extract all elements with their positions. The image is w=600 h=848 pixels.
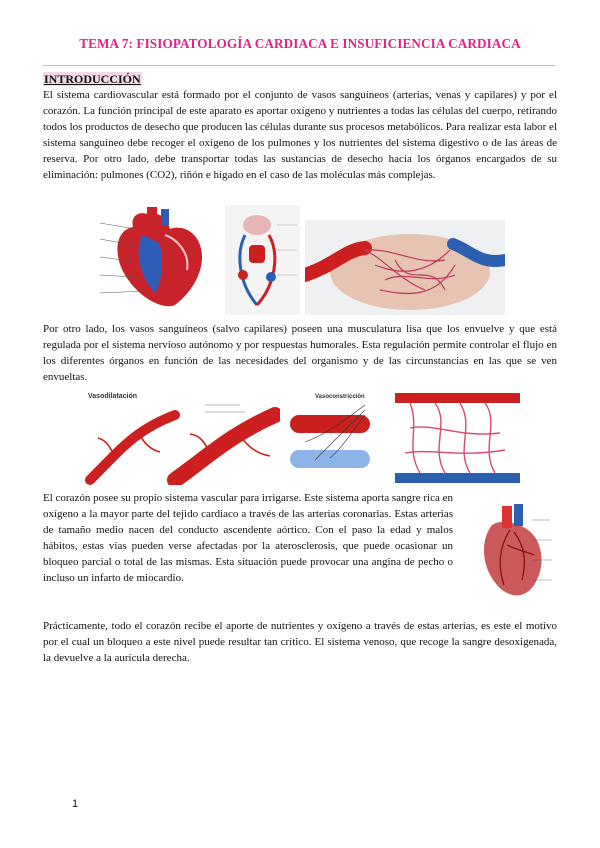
title-divider	[43, 65, 555, 66]
vasodilation-figure	[80, 390, 280, 485]
page-title: TEMA 7: FISIOPATOLOGÍA CARDIACA E INSUFICIENCIA CARDIACA	[79, 36, 521, 51]
page-number: 1	[72, 798, 79, 810]
paragraph-vessels: Por otro lado, los vasos sanguíneos (salvo capilares) poseen una musculatura lisa que los envuelve y que está regulada por el sistema nervioso autónomo y por respuestas humorales. Esta regulación permite controlar el flujo en los diferentes órganos en función de las necesidades del organismo y de las circunstancias en las que se ven envueltas.	[43, 323, 557, 383]
vascular-network-figure	[390, 388, 525, 488]
paragraph-intro: El sistema cardiovascular está formado por el conjunto de vasos sanguíneos (arterias, venas y capilares) y por el corazón. La función principal de este aparato es aportar oxígeno y nutrientes a todas las células del cuerpo, retirando todos los productos de desecho que producen las células durante sus procesos metabólicos. Para realizar esta labor el sistema sanguíneo debe recoger el oxígeno de los pulmones y los nutrientes del sistema digestivo o de las áreas de reserva. Por otro lado, debe transportar todas las sustancias de desecho hacia los órganos encargados de su eliminación: pulmones (CO2), riñón e hígado en el caso de las moléculas más complejas.	[43, 89, 557, 181]
paragraph-venous: Prácticamente, todo el corazón recibe el aporte de nutrientes y oxígeno a través de estas arterias, es este el motivo por el cual un bloqueo a este nivel puede resultar tan crítico. El sistema venoso, que recoge la sangre desoxigenada, la devuelve a la aurícula derecha.	[43, 620, 557, 664]
vasoconstriction-title: Vasoconstricción	[315, 394, 365, 400]
nervous-regulation-figure	[285, 390, 380, 485]
capillary-bed-figure	[305, 220, 505, 315]
circulation-diagram-figure	[225, 205, 300, 315]
vasodilation-title: Vasodilatación	[88, 393, 138, 400]
paragraph-coronary: El corazón posee su propio sistema vascular para irrigarse. Este sistema aporta sangre rica en oxígeno a la mayor parte del tejido cardiaco a través de las arterias coronarias. Estas arterias de tamaño medio nacen del conducto ascendente aórtico. Con el paso la edad y malos hábitos, estas vías pueden verse afectadas por la aterosclerosis, que puede ocasionar un bloqueo parcial o total de las mismas. Esta situación puede provocar una angina de pecho o incluso un infarto de miocardio.	[43, 492, 453, 584]
heart-anatomy-figure	[95, 205, 220, 315]
coronary-heart-figure	[462, 500, 577, 605]
section-heading: INTRODUCCIÓN	[44, 72, 141, 86]
